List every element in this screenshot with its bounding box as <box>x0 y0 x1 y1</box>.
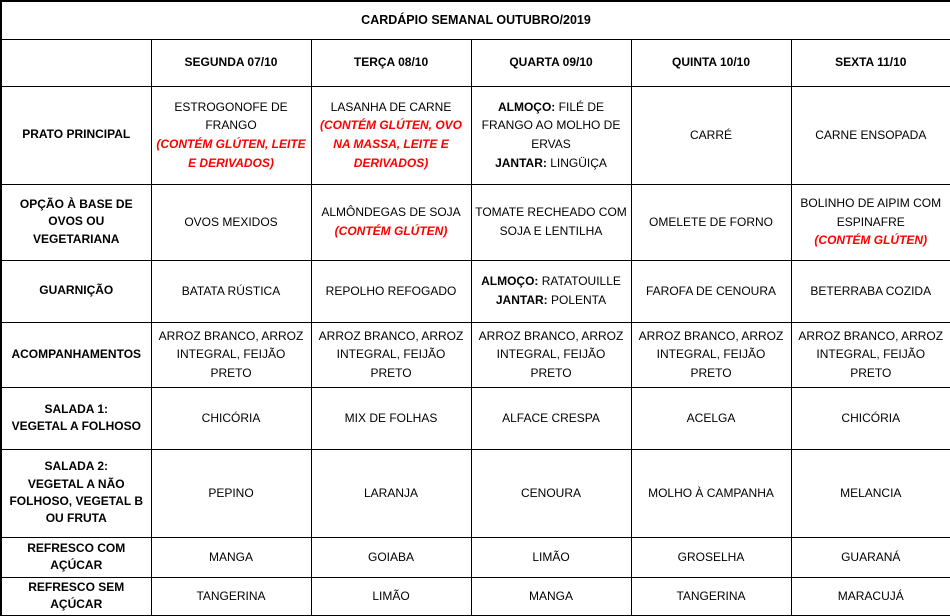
allergen-note: (CONTÉM GLÚTEN, OVO NA MASSA, LEITE E DERIVADOS) <box>320 118 462 170</box>
meal-label-jantar: JANTAR: <box>495 293 548 307</box>
dish-text: PEPINO <box>208 485 254 500</box>
row-label-line: GUARNIÇÃO <box>39 283 114 298</box>
cell-acompanhamentos-quinta <box>631 322 791 387</box>
dish-text: CARRÉ <box>689 127 732 142</box>
dish-text: MARACUJÁ <box>837 588 904 603</box>
cell-prato-principal-terca <box>311 86 471 184</box>
dish-text: FAROFA DE CENOURA <box>645 283 777 298</box>
row-refresco-sem-acucar <box>1 577 950 616</box>
dish-text: MOLHO À CAMPANHA <box>648 485 774 500</box>
cell-salada1-quarta <box>471 387 631 449</box>
dish-text: BATATA RÚSTICA <box>181 283 281 298</box>
cell-acompanhamentos-sexta <box>791 322 950 387</box>
row-prato-principal <box>1 86 950 184</box>
title-row <box>1 1 950 39</box>
cell-prato-principal-quarta <box>471 86 631 184</box>
cell-opcao-segunda <box>151 184 311 260</box>
cell-acompanhamentos-terca <box>311 322 471 387</box>
col-header-quarta: QUARTA 09/10 <box>471 39 631 86</box>
dish-text: ARROZ BRANCO, ARROZ INTEGRAL, FEIJÃO PRETO <box>158 328 304 380</box>
dish-text <box>475 98 628 172</box>
dish-text: LIMÃO <box>532 549 570 564</box>
cell-refresco-sem-quarta <box>471 577 631 616</box>
meal-label-jantar: JANTAR: <box>495 155 547 170</box>
dish-text: ESTROGONOFE DE FRANGO <box>174 99 288 133</box>
cell-acompanhamentos-segunda <box>151 322 311 387</box>
cell-refresco-com-quarta <box>471 537 631 577</box>
dish-text: OMELETE DE FORNO <box>648 214 773 229</box>
col-header-terca: TERÇA 08/10 <box>311 39 471 86</box>
cell-refresco-com-quinta <box>631 537 791 577</box>
dish-text: CHICÓRIA <box>841 410 901 425</box>
cell-acompanhamentos-quarta <box>471 322 631 387</box>
cell-refresco-com-sexta <box>791 537 950 577</box>
meal-label-almoco: ALMOÇO: <box>497 99 556 114</box>
cell-salada1-quinta <box>631 387 791 449</box>
cell-guarnicao-quinta <box>631 260 791 322</box>
dish-text: ARROZ BRANCO, ARROZ INTEGRAL, FEIJÃO PRETO <box>478 328 624 380</box>
cell-refresco-com-terca <box>311 537 471 577</box>
row-label-line: REFRESCO SEM <box>28 579 125 594</box>
cell-opcao-quinta <box>631 184 791 260</box>
dish-text: LIMÃO <box>372 588 410 603</box>
col-header-quinta: QUINTA 10/10 <box>631 39 791 86</box>
row-label-line: VEGETAL A NÃO <box>27 476 125 491</box>
row-acompanhamentos <box>1 322 950 387</box>
dish-text: BETERRABA COZIDA <box>810 283 932 298</box>
dish-text: MIX DE FOLHAS <box>344 410 438 425</box>
cell-guarnicao-quarta <box>471 260 631 322</box>
cell-refresco-sem-segunda <box>151 577 311 616</box>
dish-text: ARROZ BRANCO, ARROZ INTEGRAL, FEIJÃO PRETO <box>638 328 784 380</box>
meal-text-almoco: RATATOUILLE <box>541 274 621 289</box>
allergen-note: (CONTÉM GLÚTEN, LEITE E DERIVADOS) <box>156 137 306 170</box>
cell-opcao-sexta <box>791 184 950 260</box>
meal-text-jantar: POLENTA <box>551 293 607 307</box>
meal-text-almoco: FILÉ DE FRANGO AO MOLHO DE ERVAS <box>481 99 621 151</box>
cell-salada1-sexta <box>791 387 950 449</box>
table-title: CARDÁPIO SEMANAL OUTUBRO/2019 <box>1 1 950 39</box>
dish-text: GROSELHA <box>677 549 745 564</box>
meal-label-almoco: ALMOÇO: <box>481 274 539 289</box>
dish-text: TANGERINA <box>676 588 746 603</box>
cell-salada1-segunda <box>151 387 311 449</box>
row-label-line: PRATO PRINCIPAL <box>22 127 131 142</box>
dish-text: ACELGA <box>686 410 736 425</box>
header-row <box>1 39 950 86</box>
dish-text: GUARANÁ <box>841 549 901 564</box>
row-label-line: AÇÚCAR <box>50 597 103 612</box>
row-salada-2 <box>1 449 950 537</box>
row-opcao-ovos-vegetariana <box>1 184 950 260</box>
row-label-acompanhamentos <box>1 322 151 387</box>
cell-salada2-sexta <box>791 449 950 537</box>
row-label-line: OU FRUTA <box>45 511 107 526</box>
row-label-line: REFRESCO COM <box>27 540 126 555</box>
row-label-line: SALADA 1: <box>44 401 109 416</box>
dish-text: ALFACE CRESPA <box>502 410 600 425</box>
dish-text: LASANHA DE CARNE <box>330 99 452 114</box>
dish-text: ALMÔNDEGAS DE SOJA <box>321 205 461 220</box>
row-label-refresco-sem-acucar <box>1 577 151 616</box>
row-label-salada-2 <box>1 449 151 537</box>
dish-text: MELANCIA <box>840 485 902 500</box>
cell-prato-principal-segunda <box>151 86 311 184</box>
col-header-sexta: SEXTA 11/10 <box>791 39 950 86</box>
dish-text: LARANJA <box>363 485 419 500</box>
corner-cell-empty <box>1 39 151 86</box>
cell-salada2-segunda <box>151 449 311 537</box>
cell-guarnicao-segunda <box>151 260 311 322</box>
row-label-prato-principal <box>1 86 151 184</box>
dish-text: ARROZ BRANCO, ARROZ INTEGRAL, FEIJÃO PRETO <box>318 328 464 380</box>
row-label-salada-1 <box>1 387 151 449</box>
dish-text: GOIABA <box>367 549 414 564</box>
row-label-line: VEGETARIANA <box>33 231 120 246</box>
row-label-refresco-com-acucar <box>1 537 151 577</box>
row-label-opcao-ovos-vegetariana <box>1 184 151 260</box>
row-label-line: SALADA 2: <box>44 459 109 474</box>
dish-text: TANGERINA <box>196 588 266 603</box>
row-label-line: OPÇÃO À BASE DE <box>19 196 133 211</box>
cell-refresco-sem-sexta <box>791 577 950 616</box>
dish-text: CENOURA <box>520 485 581 500</box>
cell-prato-principal-sexta <box>791 86 950 184</box>
allergen-note: (CONTÉM GLÚTEN) <box>334 224 448 238</box>
dish-text: REPOLHO REFOGADO <box>325 283 457 298</box>
allergen-note: (CONTÉM GLÚTEN) <box>814 233 928 248</box>
cell-salada2-terca <box>311 449 471 537</box>
dish-text: MANGA <box>528 588 573 603</box>
row-guarnicao <box>1 260 950 322</box>
dish-text: CHICÓRIA <box>201 410 261 425</box>
cell-salada2-quarta <box>471 449 631 537</box>
dish-text: CARNE ENSOPADA <box>815 127 927 142</box>
row-salada-1 <box>1 387 950 449</box>
row-label-line: VEGETAL A FOLHOSO <box>11 419 141 433</box>
cell-salada2-quinta <box>631 449 791 537</box>
cell-refresco-sem-terca <box>311 577 471 616</box>
cell-opcao-terca <box>311 184 471 260</box>
cell-opcao-quarta <box>471 184 631 260</box>
row-label-line: ACOMPANHAMENTOS <box>11 346 142 361</box>
cell-prato-principal-quinta <box>631 86 791 184</box>
cell-guarnicao-sexta <box>791 260 950 322</box>
cell-salada1-terca <box>311 387 471 449</box>
row-label-guarnicao <box>1 260 151 322</box>
col-header-segunda: SEGUNDA 07/10 <box>151 39 311 86</box>
dish-text <box>475 272 628 309</box>
dish-text: OVOS MEXIDOS <box>184 214 278 229</box>
dish-text: MANGA <box>208 549 253 564</box>
meal-text-jantar: LINGÜIÇA <box>550 155 607 170</box>
row-label-line: OVOS OU <box>48 214 105 229</box>
cell-guarnicao-terca <box>311 260 471 322</box>
row-label-line: FOLHOSO, VEGETAL B <box>9 494 144 508</box>
dish-text: ARROZ BRANCO, ARROZ INTEGRAL, FEIJÃO PRETO <box>798 328 944 380</box>
dish-text: BOLINHO DE AIPIM COM ESPINAFRE <box>800 196 942 229</box>
dish-text: TOMATE RECHEADO COM SOJA E LENTILHA <box>475 205 627 238</box>
row-refresco-com-acucar <box>1 537 950 577</box>
cell-refresco-sem-quinta <box>631 577 791 616</box>
row-label-line: AÇÚCAR <box>50 558 103 572</box>
cell-refresco-com-segunda <box>151 537 311 577</box>
